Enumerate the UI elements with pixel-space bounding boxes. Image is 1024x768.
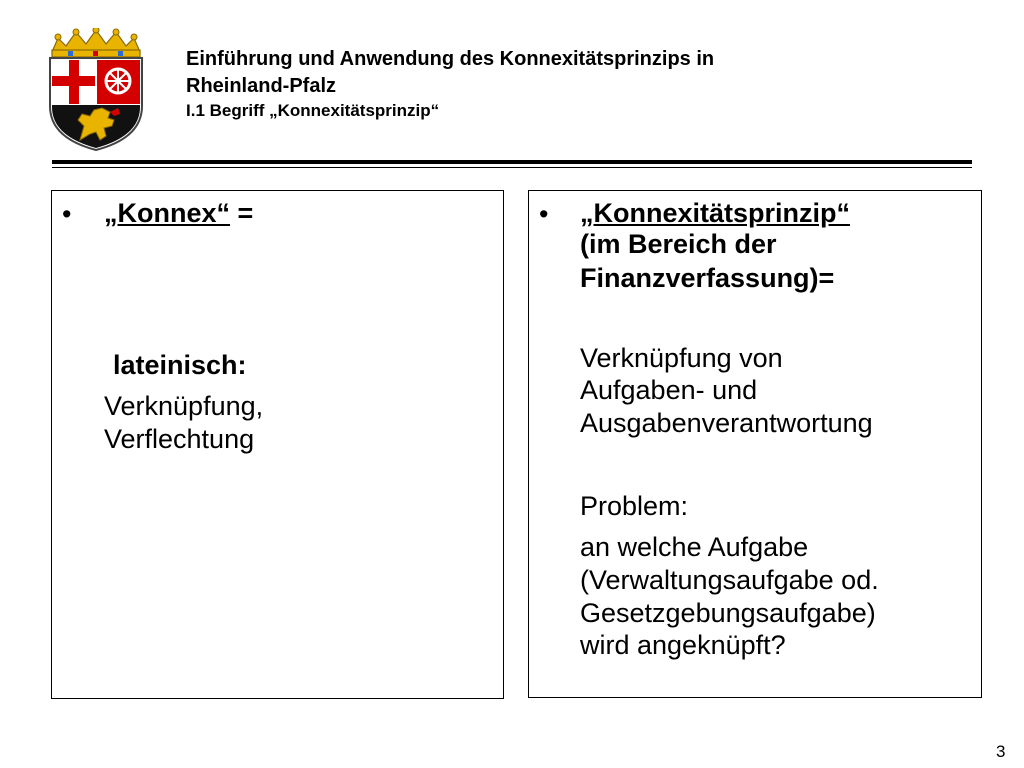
header-divider-thick bbox=[52, 160, 972, 164]
meaning-line-2: Verflechtung bbox=[104, 424, 255, 454]
definition-line-1: Verknüpfung von bbox=[580, 343, 783, 373]
right-content-box bbox=[528, 190, 982, 698]
term-context-line-2: Finanzverfassung)= bbox=[580, 263, 835, 293]
question-line-3: Gesetzgebungsaufgabe) bbox=[580, 598, 876, 628]
wheel-icon bbox=[106, 69, 130, 93]
slide-title-line-2: Rheinland-Pfalz bbox=[186, 75, 337, 97]
definition-line-2: Aufgaben- und bbox=[580, 375, 758, 405]
term-context-line-1: (im Bereich der bbox=[580, 229, 777, 259]
coat-of-arms-icon bbox=[44, 28, 148, 152]
konnex-term-text: „Konnex“ bbox=[104, 198, 231, 228]
question-line-4: wird angeknüpft? bbox=[580, 630, 786, 660]
slide-title-line-1: Einführung und Anwendung des Konnexitätsprinzips in bbox=[186, 48, 715, 70]
meaning-line-1: Verknüpfung, bbox=[104, 391, 264, 421]
bullet-icon: • bbox=[62, 199, 72, 229]
header-divider-thin bbox=[52, 167, 972, 168]
konnex-term bbox=[104, 198, 253, 229]
slide-subtitle: I.1 Begriff „Konnexitätsprinzip“ bbox=[186, 101, 440, 120]
language-label: lateinisch: bbox=[113, 350, 247, 380]
definition-line-3: Ausgabenverantwortung bbox=[580, 408, 873, 438]
crown-icon bbox=[52, 28, 140, 57]
slide-header bbox=[186, 46, 986, 122]
bullet-icon: • bbox=[539, 199, 549, 229]
question-line-2: (Verwaltungsaufgabe od. bbox=[580, 565, 879, 595]
question-line-1: an welche Aufgabe bbox=[580, 532, 809, 562]
konnex-equals: = bbox=[230, 198, 254, 228]
problem-label: Problem: bbox=[580, 491, 689, 521]
konnexitaetsprinzip-term: „Konnexitätsprinzip“ bbox=[580, 198, 851, 228]
page-number: 3 bbox=[996, 742, 1006, 761]
left-content-box bbox=[51, 190, 504, 699]
